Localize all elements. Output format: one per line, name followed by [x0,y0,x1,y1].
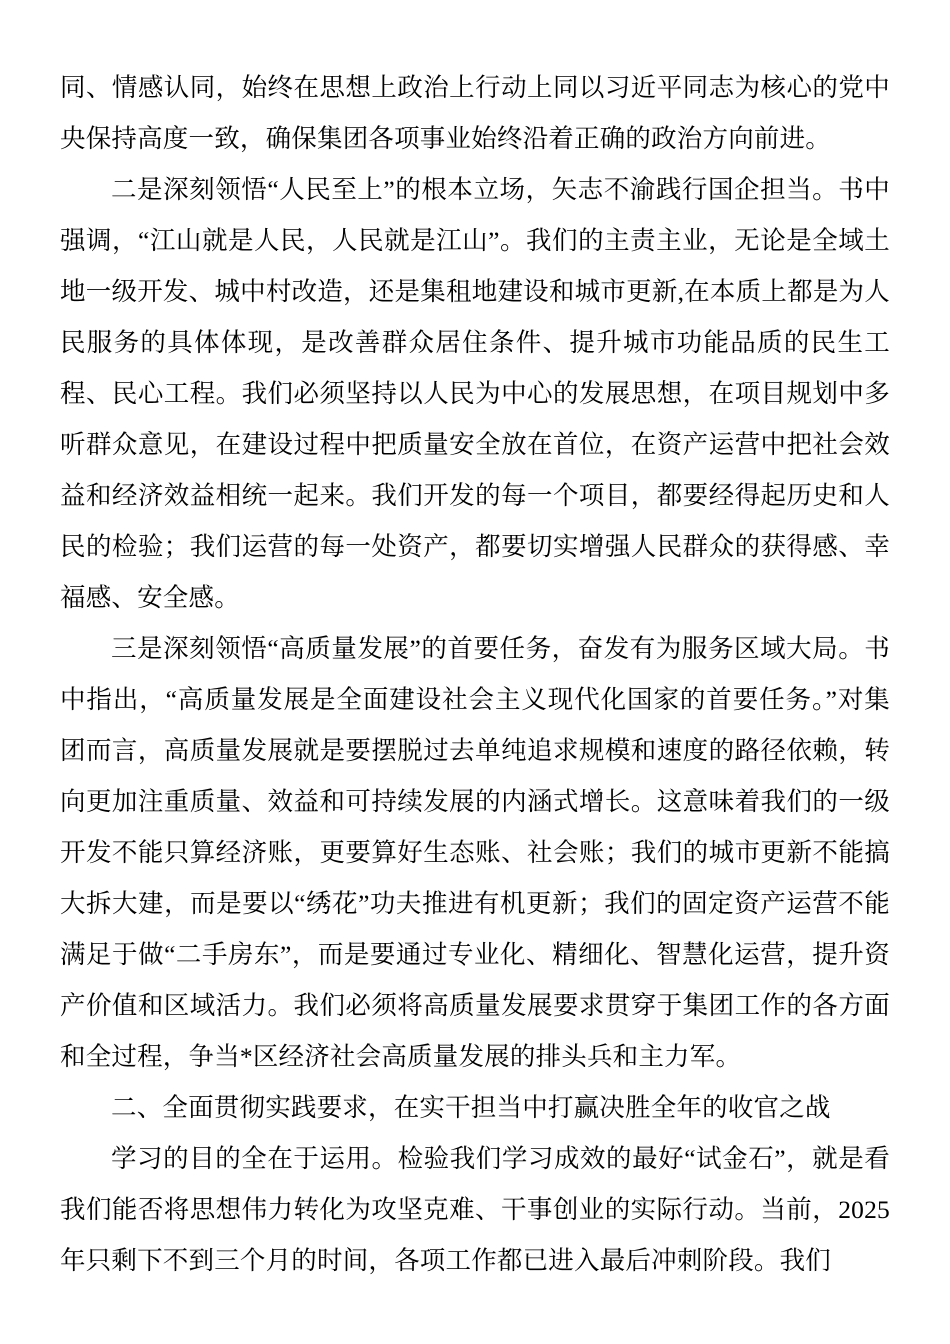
paragraph-point-three: 三是深刻领悟“高质量发展”的首要任务，奋发有为服务区域大局。书中指出，“高质量发展是全面建设社会主义现代化国家的首要任务。”对集团而言，高质量发展就是要摆脱过去单纯追求规模和速度的路径依赖，转向更加注重质量、效益和可持续发展的内涵式增长。这意味着我们的一级开发不能只算经济账，更要算好生态账、社会账；我们的城市更新不能搞大拆大建，而是要以“绣花”功夫推进有机更新；我们的固定资产运营不能满足于做“二手房东”，而是要通过专业化、精细化、智慧化运营，提升资产价值和区域活力。我们必须将高质量发展要求贯穿于集团工作的各方面和全过程，争当*区经济社会高质量发展的排头兵和主力军。 [60,634,890,1071]
section-heading-two: 二、全面贯彻实践要求，在实干担当中打赢决胜全年的收官之战 [111,1093,831,1122]
paragraph-point-two: 二是深刻领悟“人民至上”的根本立场，矢志不渝践行国企担当。书中强调，“江山就是人民，人民就是江山”。我们的主责主业，无论是全域土地一级开发、城中村改造，还是集租地建设和城市更新,在本质上都是为人民服务的具体体现，是改善群众居住条件、提升城市功能品质的民生工程、民心工程。我们必须坚持以人民为中心的发展思想，在项目规划中多听群众意见，在建设过程中把质量安全放在首位，在资产运营中把社会效益和经济效益相统一起来。我们开发的每一个项目，都要经得起历史和人民的检验；我们运营的每一处资产，都要切实增强人民群众的获得感、幸福感、安全感。 [60,175,890,612]
paragraph-continuation: 同、情感认同，始终在思想上政治上行动上同以习近平同志为核心的党中央保持高度一致，确保集团各项事业始终沿着正确的政治方向前进。 [60,73,890,153]
paragraph-practice: 学习的目的全在于运用。检验我们学习成效的最好“试金石”，就是看我们能否将思想伟力转化为攻坚克难、干事创业的实际行动。当前，2025 年只剩下不到三个月的时间，各项工作都已进入最后冲刺阶段。我们 [60,1144,890,1275]
document-body [60,62,890,1286]
